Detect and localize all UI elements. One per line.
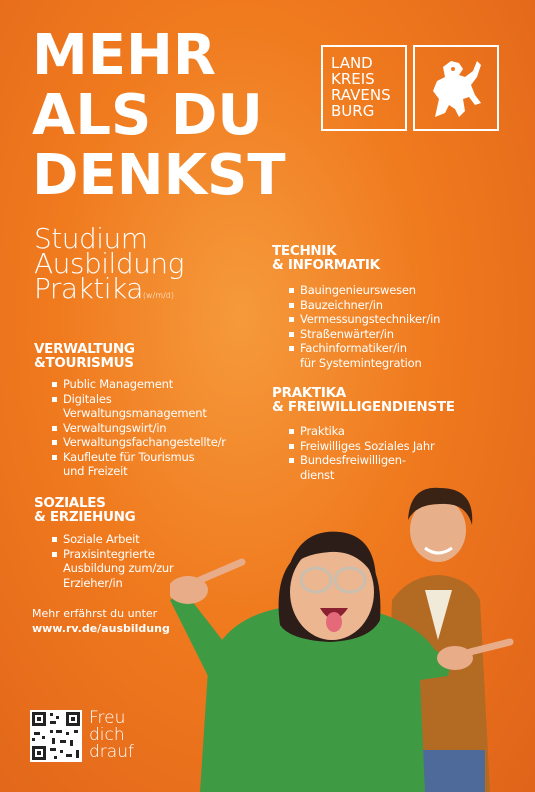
- list-item-continued: Erzieher/in: [63, 575, 123, 590]
- subhead-studium: Studium: [34, 222, 148, 255]
- list-item: Public Management: [52, 377, 226, 392]
- list-item-continued: dienst: [300, 467, 335, 482]
- qr-code-icon[interactable]: [30, 710, 82, 762]
- section-title-soziales: SOZIALES & ERZIEHUNG: [34, 495, 136, 525]
- list-item: Verwaltungsfachangestellte/r: [52, 435, 226, 450]
- list-item: Vermessungstechniker/in: [289, 312, 440, 327]
- list-soziales: [52, 532, 174, 590]
- list-item: Digitales: [52, 392, 226, 407]
- list-item: Bauzeichner/in: [289, 298, 440, 313]
- list-item-continued: und Freizeit: [63, 464, 128, 478]
- list-item: Praxisintegrierte: [52, 547, 174, 562]
- section-title-verwaltung: VERWALTUNG &TOURISMUS: [34, 341, 135, 371]
- students-photo: [170, 480, 535, 792]
- headline-line-2: ALS DU: [32, 83, 263, 148]
- list-item: Bundesfreiwilligen-: [289, 453, 435, 468]
- more-info-link[interactable]: www.rv.de/ausbildung: [32, 622, 170, 635]
- list-item: Kaufleute für Tourismus: [52, 450, 226, 465]
- list-praktika: [289, 424, 435, 482]
- logo-line-4: BURG: [331, 102, 375, 120]
- headline-line-1: MEHR: [32, 23, 216, 88]
- headline: [32, 23, 286, 208]
- list-item-continued: Ausbildung zum/zur: [63, 561, 174, 575]
- list-item: Straßenwärter/in: [289, 327, 440, 342]
- logo-line-3: RAVENS: [331, 86, 391, 104]
- headline-line-3: DENKST: [32, 143, 286, 208]
- list-item-continued: für Systemintegration: [300, 355, 422, 370]
- lion-crest-icon: [413, 45, 499, 131]
- landkreis-ravensburg-logo: [321, 45, 499, 131]
- section-title-technik: TECHNIK & INFORMATIK: [272, 243, 380, 273]
- gender-note: (w/m/d): [142, 291, 174, 300]
- list-item: Praktika: [289, 424, 435, 439]
- list-item: Fachinformatiker/in: [289, 341, 440, 356]
- list-item-continued: Verwaltungsmanagement: [63, 406, 207, 420]
- program-types: [34, 222, 184, 308]
- list-item: Verwaltungswirt/in: [52, 421, 226, 436]
- list-technik: [289, 283, 440, 370]
- more-info-text: Mehr erfährst du unter: [32, 607, 158, 620]
- list-item: Soziale Arbeit: [52, 532, 174, 547]
- list-item: Bauingenieurswesen: [289, 283, 440, 298]
- subhead-praktika: Praktika: [34, 272, 143, 305]
- logo-line-2: KREIS: [331, 70, 375, 88]
- list-verwaltung: [52, 377, 226, 479]
- section-title-praktika: PRAKTIKA & FREIWILLIGENDIENSTE: [272, 385, 455, 415]
- logo-wordmark: [321, 45, 407, 131]
- subhead-ausbildung: Ausbildung: [34, 247, 184, 280]
- list-item: Freiwilliges Soziales Jahr: [289, 439, 435, 454]
- slogan: Freu dich drauf: [89, 708, 134, 762]
- more-info: [32, 606, 170, 636]
- logo-line-1: LAND: [331, 54, 373, 72]
